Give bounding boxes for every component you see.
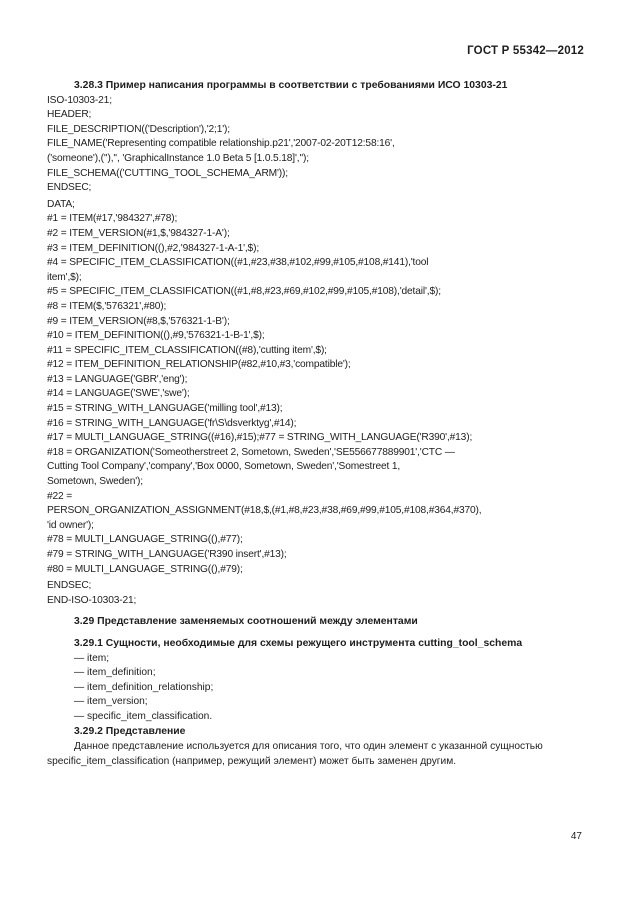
code-line: item',$);: [47, 271, 82, 283]
code-line: #3 = ITEM_DEFINITION((),#2,'984327-1-A-1',$);: [47, 242, 259, 254]
code-line: ('someone'),(''),'', 'GraphicalInstance 1.0 Beta 5 [1.0.5.18]','');: [47, 152, 309, 164]
code-line: #2 = ITEM_VERSION(#1,$,'984327-1-A');: [47, 227, 230, 239]
body-paragraph: Данное представление используется для описания того, что один элемент с указанной сущностью specific_item_classification (например, режущий элемент) может быть заменен другим.: [47, 741, 543, 768]
code-end-block: [47, 579, 592, 608]
code-line: #1 = ITEM(#17,'984327',#78);: [47, 213, 178, 225]
list-item: — item_definition_relationship;: [74, 681, 214, 693]
entity-list: [47, 652, 592, 725]
document-standard-id: ГОСТ Р 55342—2012: [467, 45, 584, 57]
code-line: #22 =: [47, 490, 73, 502]
code-line: #5 = SPECIFIC_ITEM_CLASSIFICATION((#1,#8,#23,#69,#102,#99,#105,#108),'detail',$);: [47, 286, 441, 298]
code-line: #10 = ITEM_DEFINITION((),#9,'576321-1-B-1',$);: [47, 330, 265, 342]
section-heading-3-29-1: 3.29.1 Сущности, необходимые для схемы режущего инструмента cutting_tool_schema: [74, 637, 523, 649]
code-line: END-ISO-10303-21;: [47, 594, 137, 606]
code-line: #9 = ITEM_VERSION(#8,$,'576321-1-B');: [47, 315, 230, 327]
page-content: [47, 79, 592, 769]
code-line: #4 = SPECIFIC_ITEM_CLASSIFICATION((#1,#23,#38,#102,#99,#105,#108,#141),'tool: [47, 257, 429, 269]
code-line: FILE_DESCRIPTION(('Description'),'2;1');: [47, 123, 230, 135]
section-heading-3-29: 3.29 Представление заменяемых соотношений между элементами: [74, 616, 418, 628]
code-line: #8 = ITEM($,'576321',#80);: [47, 300, 167, 312]
code-line: ISO-10303-21;: [47, 94, 112, 106]
code-line: #17 = MULTI_LANGUAGE_STRING((#16),#15);#77 = STRING_WITH_LANGUAGE('R390',#13);: [47, 432, 473, 444]
list-item: — item;: [74, 652, 110, 664]
code-line: #79 = STRING_WITH_LANGUAGE('R390 insert',#13);: [47, 549, 287, 560]
code-line: #18 = ORGANIZATION('Someotherstreet 2, Sometown, Sweden','SE556677889901','CTC —: [47, 446, 455, 458]
code-line: Sometown, Sweden');: [47, 476, 143, 488]
list-item: — item_definition;: [74, 667, 156, 679]
code-header-block: [47, 94, 592, 196]
code-line: HEADER;: [47, 109, 92, 121]
list-item: — specific_item_classification.: [74, 710, 213, 722]
code-line: 'id owner');: [47, 519, 94, 531]
code-line: #13 = LANGUAGE('GBR','eng');: [47, 373, 188, 385]
code-line: PERSON_ORGANIZATION_ASSIGNMENT(#18,$,(#1,#8,#23,#38,#69,#99,#105,#108,#364,#370),: [47, 505, 482, 517]
code-line: DATA;: [47, 198, 75, 210]
list-item: — item_version;: [74, 696, 148, 708]
code-data-block: [47, 198, 592, 577]
code-line: #14 = LANGUAGE('SWE','swe');: [47, 388, 190, 400]
code-line: FILE_NAME('Representing compatible relationship.p21','2007-02-20T12:58:16',: [47, 138, 395, 150]
section-heading-3-29-2: 3.29.2 Представление: [74, 725, 186, 737]
code-line: Cutting Tool Company','company','Box 0000, Sometown, Sweden','Somestreet 1,: [47, 461, 401, 473]
code-line: FILE_SCHEMA(('CUTTING_TOOL_SCHEMA_ARM'));: [47, 167, 288, 179]
code-line: ENDSEC;: [47, 182, 92, 194]
code-line: #15 = STRING_WITH_LANGUAGE('milling tool',#13);: [47, 403, 283, 415]
code-line: #12 = ITEM_DEFINITION_RELATIONSHIP(#82,#10,#3,'compatible');: [47, 359, 351, 371]
page-number: 47: [570, 831, 582, 842]
code-line: #11 = SPECIFIC_ITEM_CLASSIFICATION((#8),'cutting item',$);: [47, 344, 327, 356]
code-line: #80 = MULTI_LANGUAGE_STRING((),#79);: [47, 563, 243, 575]
code-line: #78 = MULTI_LANGUAGE_STRING((),#77);: [47, 534, 243, 546]
code-line: ENDSEC;: [47, 580, 92, 592]
code-line: #16 = STRING_WITH_LANGUAGE('fr\S\dsverktyg',#14);: [47, 417, 297, 429]
section-heading-3-28-3: 3.28.3 Пример написания программы в соответствии с требованиями ИСО 10303-21: [74, 80, 508, 91]
